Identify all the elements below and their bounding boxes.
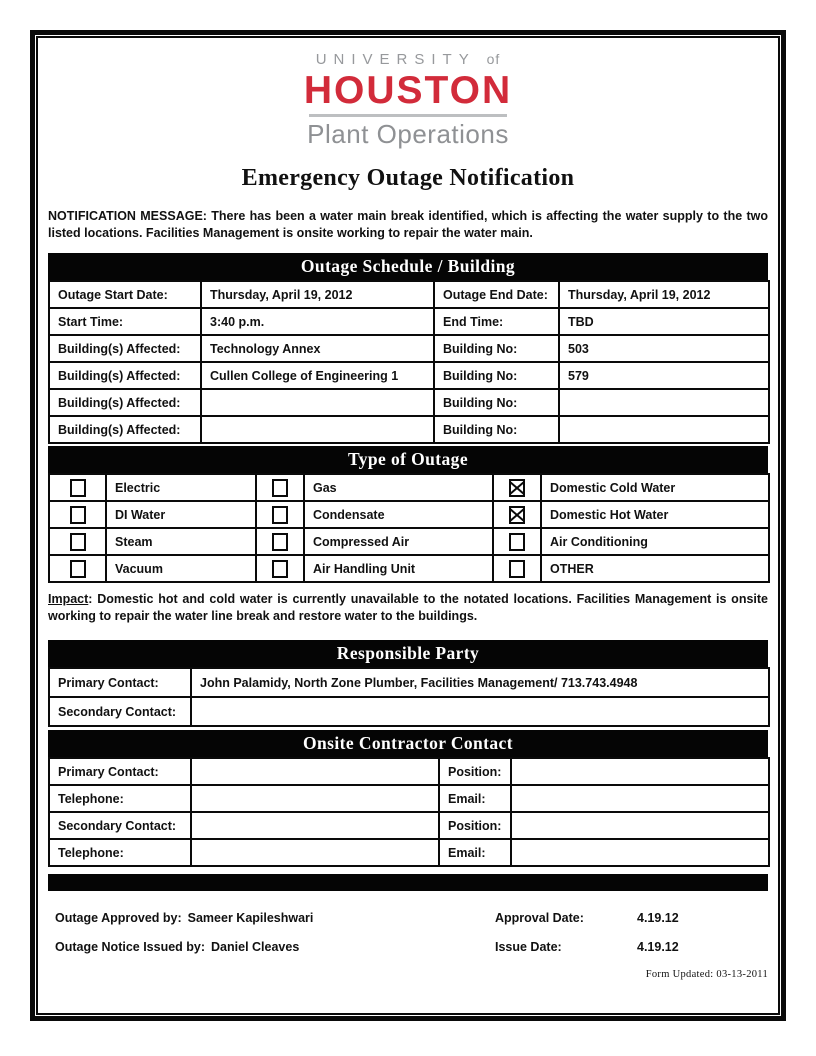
impact-text: : Domestic hot and cold water is currently unavailable to the notated locations. Facilities Management is onsite working to repair the water line break and restore water to the buildings. <box>48 592 768 623</box>
building-no-label: Building No: <box>434 335 559 362</box>
outage-type-label: OTHER <box>541 555 769 582</box>
checkbox-domestic-cold-water <box>509 479 525 497</box>
checkbox-cell <box>493 555 541 582</box>
outage-type-label: DI Water <box>106 501 256 528</box>
outage-type-table <box>48 473 770 583</box>
approval-date-value: 4.19.12 <box>637 910 679 925</box>
table-row <box>49 501 769 528</box>
checkbox-cell <box>256 555 304 582</box>
checkbox-cell <box>493 501 541 528</box>
building-no-value: 503 <box>559 335 769 362</box>
building-affected-value <box>201 416 434 443</box>
checkbox-compressed-air <box>272 533 288 551</box>
checkbox-vacuum <box>70 560 86 578</box>
contractor-table <box>48 757 770 867</box>
outage-type-label: Gas <box>304 474 493 501</box>
logo-subtitle: Plant Operations <box>307 119 509 149</box>
email-label: Email: <box>439 839 511 866</box>
issued-by-name: Daniel Cleaves <box>211 939 300 954</box>
responsible-party-table <box>48 667 770 727</box>
email-label: Email: <box>439 785 511 812</box>
building-affected-value: Cullen College of Engineering 1 <box>201 362 434 389</box>
form-updated-note: Form Updated: 03-13-2011 <box>645 969 768 980</box>
section-header-contractor-label: Onsite Contractor Contact <box>303 733 513 753</box>
table-row <box>49 758 769 785</box>
checkbox-cell <box>49 474 106 501</box>
logo-underline <box>309 114 507 117</box>
email-value <box>511 839 769 866</box>
position-label: Position: <box>439 758 511 785</box>
checkbox-steam <box>70 533 86 551</box>
checkbox-air-conditioning <box>509 533 525 551</box>
telephone-value <box>191 785 439 812</box>
outage-type-label: Vacuum <box>106 555 256 582</box>
section-header-schedule <box>48 253 768 280</box>
approved-by-name: Sameer Kapileshwari <box>187 910 314 925</box>
position-value <box>511 812 769 839</box>
telephone-label: Telephone: <box>49 785 191 812</box>
checkbox-cell <box>256 474 304 501</box>
approval-date-label: Approval Date: <box>495 910 584 925</box>
telephone-value <box>191 839 439 866</box>
section-header-schedule-label: Outage Schedule / Building <box>300 256 516 276</box>
logo-university-text: UNIVERSITY <box>315 51 476 68</box>
issued-by-label: Outage Notice Issued by: <box>55 939 206 954</box>
impact-paragraph <box>48 591 768 624</box>
building-no-label: Building No: <box>434 389 559 416</box>
contractor-secondary-contact-label: Secondary Contact: <box>49 812 191 839</box>
table-row <box>49 528 769 555</box>
logo-of-text: of <box>486 51 501 67</box>
checkbox-di-water <box>70 506 86 524</box>
checkbox-cell <box>493 528 541 555</box>
logo-houston-text: HOUSTON <box>303 69 513 112</box>
notification-text: There has been a water main break identified, which is affecting the water supply to the two listed locations. Facilities Management is onsite working to repair the water main. <box>48 209 768 240</box>
outage-type-label: Steam <box>106 528 256 555</box>
checkbox-cell <box>256 528 304 555</box>
contractor-primary-contact-label: Primary Contact: <box>49 758 191 785</box>
checkbox-other <box>509 560 525 578</box>
primary-contact-label: Primary Contact: <box>49 668 191 697</box>
table-row <box>49 389 769 416</box>
table-row <box>49 308 769 335</box>
contractor-primary-contact-value <box>191 758 439 785</box>
notification-label: NOTIFICATION MESSAGE: <box>48 209 207 223</box>
building-affected-label: Building(s) Affected: <box>49 416 201 443</box>
table-row <box>49 839 769 866</box>
checkbox-cell <box>49 528 106 555</box>
page-title: Emergency Outage Notification <box>241 165 575 191</box>
outage-type-label: Domestic Cold Water <box>541 474 769 501</box>
checkbox-cell <box>49 501 106 528</box>
document-content <box>48 52 768 980</box>
issued-by-group <box>55 940 495 954</box>
building-affected-label: Building(s) Affected: <box>49 389 201 416</box>
issue-row <box>48 932 768 961</box>
outage-type-label: Air Handling Unit <box>304 555 493 582</box>
section-header-outage-type-label: Type of Outage <box>348 449 468 469</box>
table-row <box>49 474 769 501</box>
uh-logo <box>48 52 768 149</box>
issue-date-value: 4.19.12 <box>637 939 679 954</box>
building-affected-label: Building(s) Affected: <box>49 335 201 362</box>
secondary-contact-label: Secondary Contact: <box>49 697 191 726</box>
building-no-label: Building No: <box>434 362 559 389</box>
building-no-value <box>559 389 769 416</box>
end-time-value: TBD <box>559 308 769 335</box>
position-value <box>511 758 769 785</box>
outage-type-label: Condensate <box>304 501 493 528</box>
building-no-label: Building No: <box>434 416 559 443</box>
outage-type-label: Electric <box>106 474 256 501</box>
notification-message <box>48 208 768 241</box>
section-header-responsible-party <box>48 640 768 667</box>
checkbox-electric <box>70 479 86 497</box>
issue-date-label: Issue Date: <box>495 939 562 954</box>
impact-label: Impact <box>48 592 89 606</box>
start-time-label: Start Time: <box>49 308 201 335</box>
checkbox-cell <box>493 474 541 501</box>
start-time-value: 3:40 p.m. <box>201 308 434 335</box>
secondary-contact-value <box>191 697 769 726</box>
table-row <box>49 416 769 443</box>
section-header-responsible-party-label: Responsible Party <box>336 643 480 663</box>
outage-end-date-label: Outage End Date: <box>434 281 559 308</box>
approval-row <box>48 903 768 932</box>
table-row <box>49 697 769 726</box>
end-time-label: End Time: <box>434 308 559 335</box>
building-no-value <box>559 416 769 443</box>
table-row <box>49 362 769 389</box>
approved-by-group <box>55 911 495 925</box>
approved-by-label: Outage Approved by: <box>55 910 182 925</box>
outage-end-date-value: Thursday, April 19, 2012 <box>559 281 769 308</box>
section-header-contractor <box>48 730 768 757</box>
outage-type-label: Domestic Hot Water <box>541 501 769 528</box>
checkbox-domestic-hot-water <box>509 506 525 524</box>
table-row <box>49 281 769 308</box>
table-row <box>49 668 769 697</box>
email-value <box>511 785 769 812</box>
table-row <box>49 555 769 582</box>
building-affected-value <box>201 389 434 416</box>
logo-university-line <box>48 52 768 70</box>
table-row <box>49 785 769 812</box>
checkbox-condensate <box>272 506 288 524</box>
checkbox-cell <box>256 501 304 528</box>
checkbox-gas <box>272 479 288 497</box>
building-affected-value: Technology Annex <box>201 335 434 362</box>
outage-type-label: Compressed Air <box>304 528 493 555</box>
table-row <box>49 812 769 839</box>
outage-start-date-value: Thursday, April 19, 2012 <box>201 281 434 308</box>
checkbox-cell <box>49 555 106 582</box>
section-header-outage-type <box>48 446 768 473</box>
primary-contact-value: John Palamidy, North Zone Plumber, Facilities Management/ 713.743.4948 <box>191 668 769 697</box>
schedule-table <box>48 280 770 444</box>
outage-start-date-label: Outage Start Date: <box>49 281 201 308</box>
contractor-secondary-contact-value <box>191 812 439 839</box>
telephone-label: Telephone: <box>49 839 191 866</box>
position-label: Position: <box>439 812 511 839</box>
divider-bar <box>48 874 768 891</box>
checkbox-air-handling-unit <box>272 560 288 578</box>
outage-type-label: Air Conditioning <box>541 528 769 555</box>
building-no-value: 579 <box>559 362 769 389</box>
building-affected-label: Building(s) Affected: <box>49 362 201 389</box>
table-row <box>49 335 769 362</box>
